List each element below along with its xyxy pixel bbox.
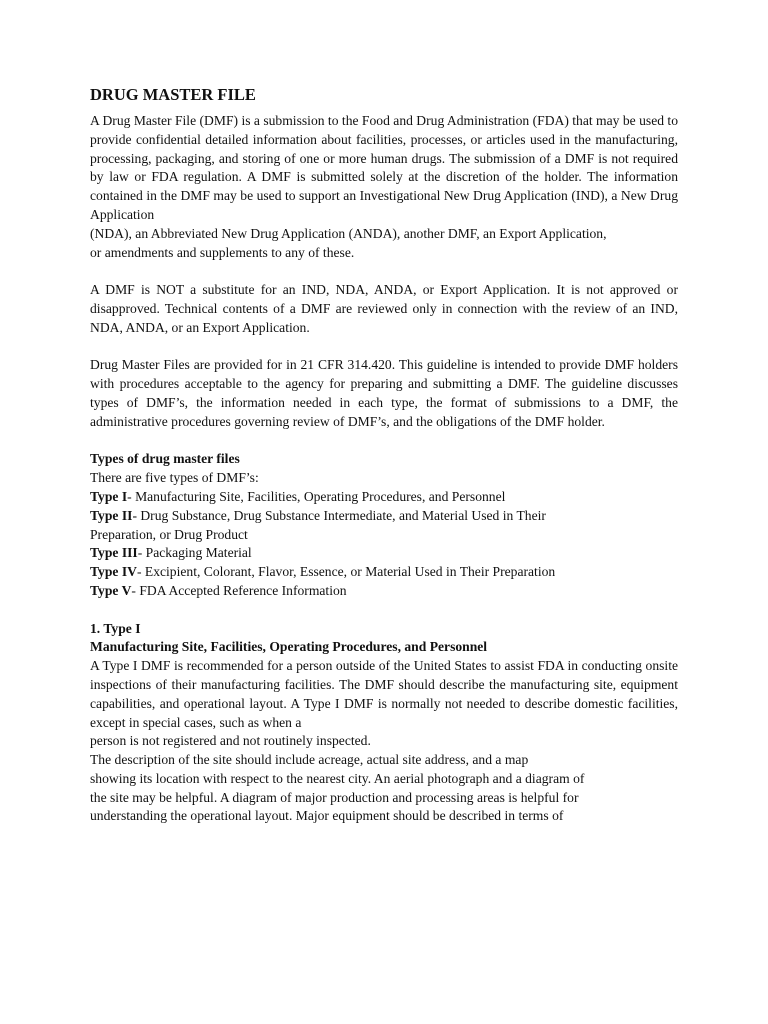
type-desc-continued: Preparation, or Drug Product (90, 526, 248, 542)
type-item (90, 563, 678, 582)
paragraph-gap (90, 432, 678, 451)
type1-line: understanding the operational layout. Major equipment should be described in terms of (90, 808, 564, 824)
document-title: DRUG MASTER FILE (90, 85, 256, 104)
intro-paragraph-1-line-b: or amendments and supplements to any of these. (90, 244, 355, 260)
intro-paragraph-1: A Drug Master File (DMF) is a submission to the Food and Drug Administration (FDA) that may be used to provide confidential detailed information about facilities, processes, or articles used in the manufacturing, processing, packaging, and storing of one or more human drugs. The submission of a DMF is not required by law or FDA regulation. A DMF is submitted solely at the discretion of the holder. The information contained in the DMF may be used to support an Investigational New Drug Application (IND), a New Drug Application (90, 113, 678, 222)
types-lead: There are five types of DMF’s: (90, 470, 259, 486)
type-label: Type IV (90, 564, 137, 580)
type-desc: - Packaging Material (137, 545, 252, 561)
type1-subheading: Manufacturing Site, Facilities, Operating Procedures, and Personnel (90, 639, 488, 655)
type1-line: The description of the site should include acreage, actual site address, and a map (90, 752, 529, 768)
type-label: Type III (90, 545, 138, 561)
type-desc: - Excipient, Colorant, Flavor, Essence, or Material Used in Their Preparation (136, 564, 556, 580)
type-desc: - Drug Substance, Drug Substance Intermediate, and Material Used in Their (132, 507, 546, 523)
type-item (90, 507, 678, 526)
type-desc: - FDA Accepted Reference Information (131, 582, 347, 598)
types-heading: Types of drug master files (90, 451, 240, 467)
type-label: Type II (90, 507, 133, 523)
type1-line: showing its location with respect to the nearest city. An aerial photograph and a diagram of (90, 770, 585, 786)
type1-number-heading: 1. Type I (90, 620, 141, 636)
paragraph-gap (90, 601, 678, 620)
type1-line: the site may be helpful. A diagram of major production and processing areas is helpful for (90, 789, 579, 805)
paragraph-gap (90, 262, 678, 281)
type-label: Type I (90, 488, 128, 504)
type-label: Type V (90, 582, 132, 598)
paragraph-gap (90, 338, 678, 357)
intro-paragraph-2: A DMF is NOT a substitute for an IND, NDA, ANDA, or Export Application. It is not approved or disapproved. Technical contents of a DMF are reviewed only in connection with the review of an IND, NDA, ANDA, or an Export Application. (90, 282, 678, 335)
document-page (90, 84, 678, 826)
type1-line: person is not registered and not routinely inspected. (90, 733, 371, 749)
type1-body: A Type I DMF is recommended for a person outside of the United States to assist FDA in conducting onsite inspections of their manufacturing facilities. The DMF should describe the manufacturing site, equipment capabilities, and operational layout. A Type I DMF is normally not needed to describe domestic facilities, except in special cases, such as when a (90, 658, 678, 730)
type-desc: - Manufacturing Site, Facilities, Operating Procedures, and Personnel (127, 488, 506, 504)
type-item (90, 488, 678, 507)
type-item (90, 582, 678, 601)
intro-paragraph-1-line-a: (NDA), an Abbreviated New Drug Application (ANDA), another DMF, an Export Application, (90, 225, 607, 241)
intro-paragraph-3: Drug Master Files are provided for in 21 CFR 314.420. This guideline is intended to provide DMF holders with procedures acceptable to the agency for preparing and submitting a DMF. The guideline discusses types of DMF’s, the information needed in each type, the format of submissions to a DMF, the administrative procedures governing review of DMF’s, and the obligations of the DMF holder. (90, 357, 678, 429)
type-item (90, 544, 678, 563)
